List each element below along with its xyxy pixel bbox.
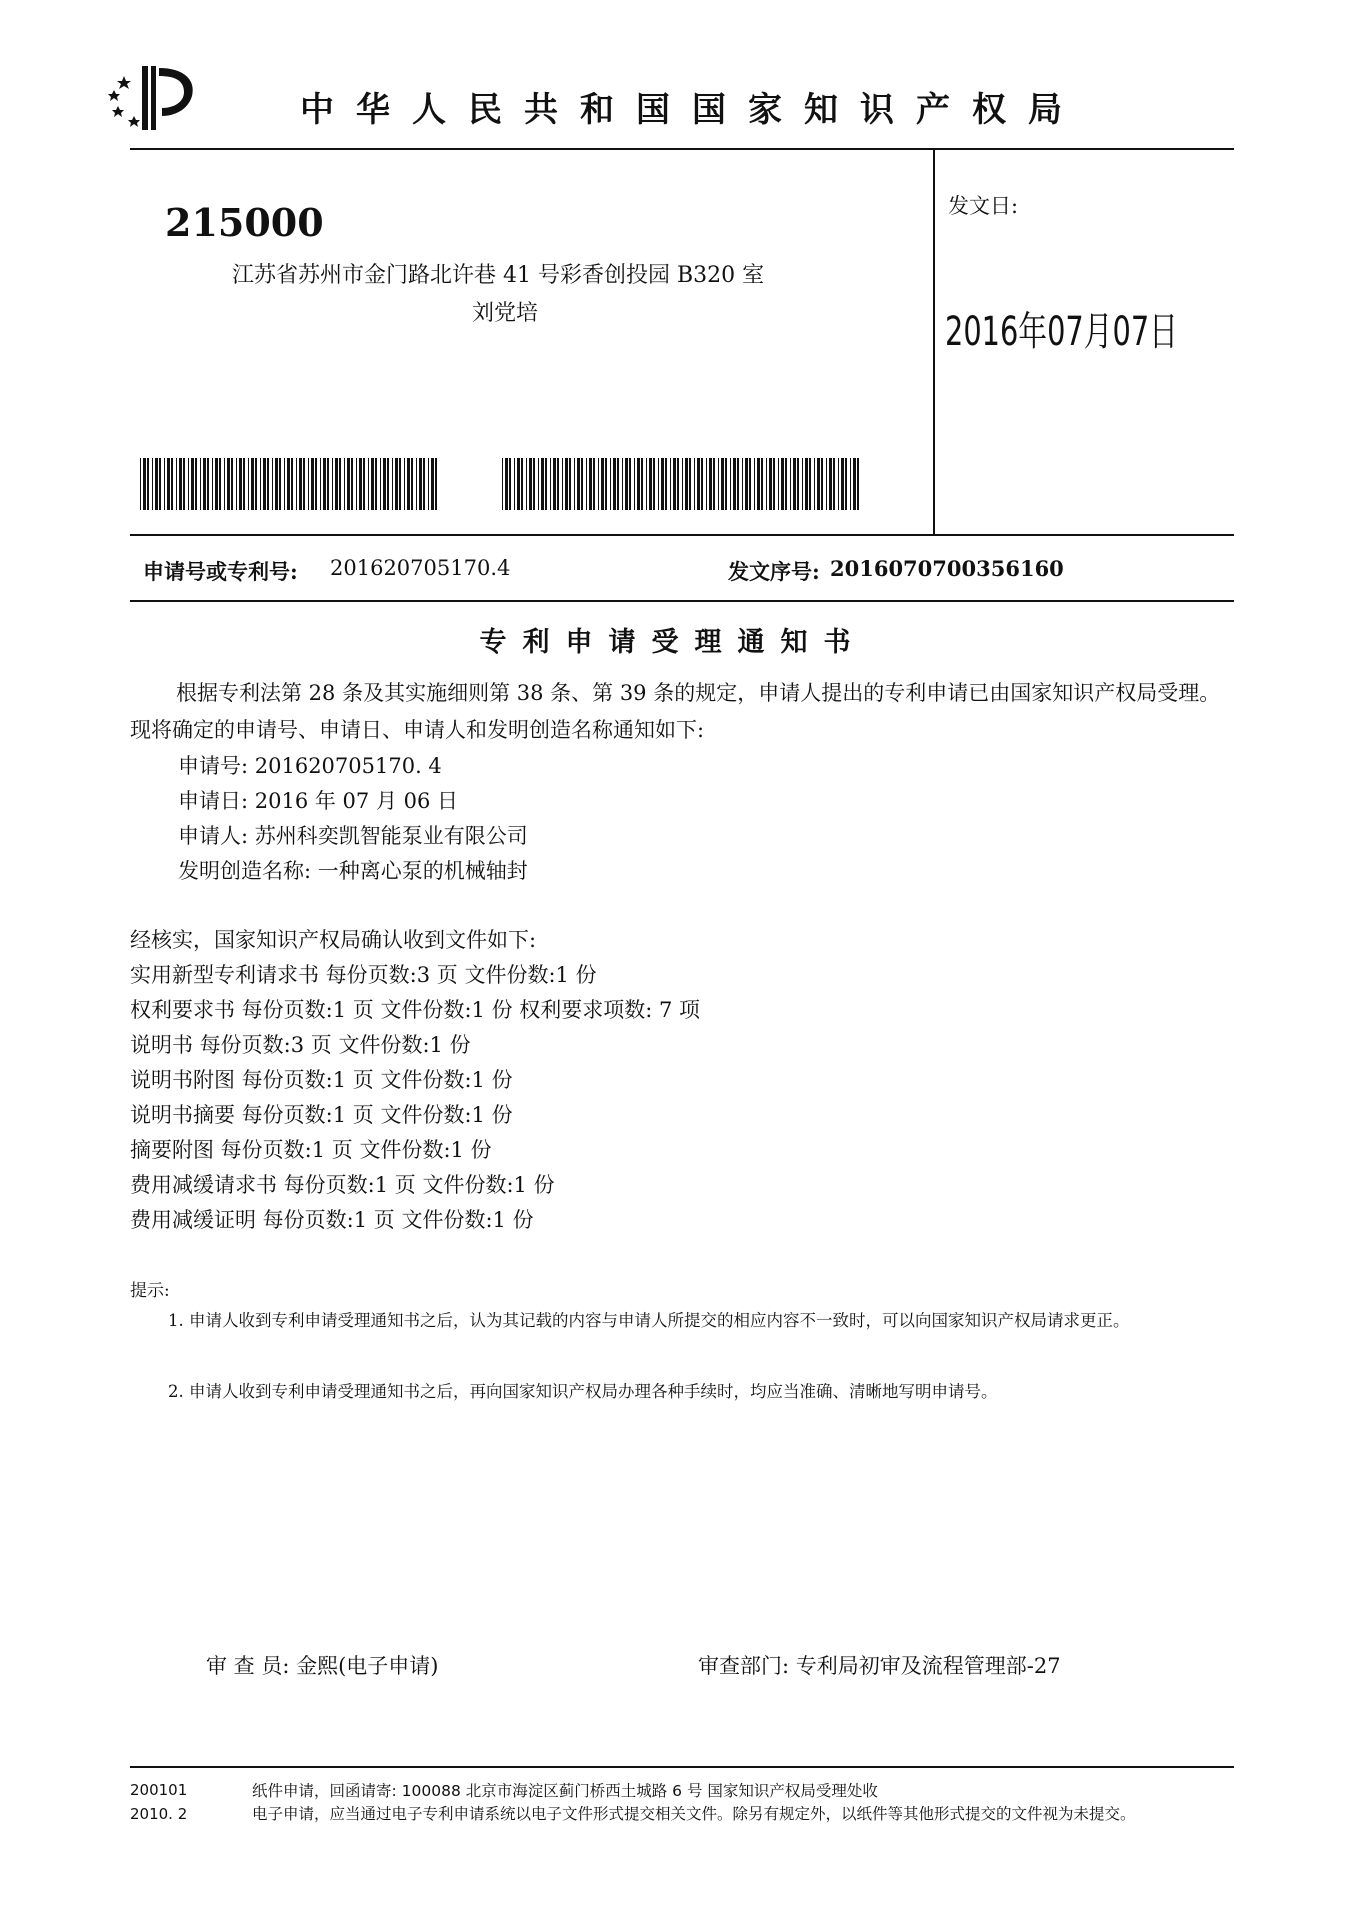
field-application-number: 申请号: 201620705170. 4 [178, 754, 442, 778]
received-file-item: 费用减缓请求书 每份页数:1 页 文件份数:1 份 [130, 1173, 555, 1197]
received-files-intro: 经核实，国家知识产权局确认收到文件如下: [130, 928, 537, 952]
form-version: 2010. 2 [130, 1805, 188, 1823]
issue-date-label: 发文日: [948, 194, 1019, 218]
received-file-item: 权利要求书 每份页数:1 页 文件份数:1 份 权利要求项数: 7 项 [130, 998, 701, 1022]
mail-block-rule [130, 534, 1234, 536]
office-name: 中华人民共和国国家知识产权局 [300, 90, 1084, 130]
document-title: 专利申请受理通知书 [479, 627, 867, 658]
recipient-name: 刘党培 [472, 301, 539, 326]
intro-paragraph: 根据专利法第 28 条及其实施细则第 38 条、第 39 条的规定，申请人提出的专利申请已由国家知识产权局受理。现将确定的申请号、申请日、申请人和发明创造名称通知如下: [130, 681, 1221, 742]
examiner-line: 审 查 员: 金熙(电子申请) [206, 1654, 439, 1678]
received-file-item: 说明书摘要 每份页数:1 页 文件份数:1 份 [130, 1103, 513, 1127]
note-item: 1. 申请人收到专利申请受理通知书之后，认为其记载的内容与申请人所提交的相应内容不一致时，可以向国家知识产权局请求更正。 [168, 1311, 1130, 1330]
serial-number-label: 发文序号: [728, 559, 820, 584]
date-box-divider [933, 148, 935, 534]
cnipa-emblem-icon [104, 60, 200, 134]
application-number-value: 201620705170.4 [330, 556, 511, 580]
serial-number-value: 2016070700356160 [830, 556, 1064, 581]
footer-rule [130, 1766, 1234, 1768]
header-rule [130, 148, 1234, 150]
mailing-address: 江苏省苏州市金门路北许巷 41 号彩香创投园 B320 室 [232, 263, 765, 288]
notes-label: 提示: [130, 1281, 170, 1301]
field-application-date: 申请日: 2016 年 07 月 06 日 [178, 789, 459, 813]
postcode: 215000 [165, 200, 324, 245]
received-file-item: 说明书 每份页数:3 页 文件份数:1 份 [130, 1033, 471, 1057]
field-invention-title: 发明创造名称: 一种离心泵的机械轴封 [178, 859, 528, 883]
application-number-label: 申请号或专利号: [143, 559, 298, 584]
department-line: 审查部门: 专利局初审及流程管理部-27 [698, 1654, 1061, 1678]
form-code: 200101 [130, 1781, 188, 1799]
reference-rule [130, 600, 1234, 602]
note-item: 2. 申请人收到专利申请受理通知书之后，再向国家知识产权局办理各种手续时，均应当准确、清晰地写明申请号。 [168, 1382, 998, 1401]
electronic-filing-notice: 电子申请，应当通过电子专利申请系统以电子文件形式提交相关文件。除另有规定外，以纸件等其他形式提交的文件视为未提交。 [252, 1805, 1136, 1823]
received-file-item: 说明书附图 每份页数:1 页 文件份数:1 份 [130, 1068, 513, 1092]
barcode-serial [502, 458, 860, 510]
received-file-item: 摘要附图 每份页数:1 页 文件份数:1 份 [130, 1138, 492, 1162]
received-file-item: 实用新型专利请求书 每份页数:3 页 文件份数:1 份 [130, 963, 597, 987]
issue-date-value: 2016年07月07日 [945, 309, 1178, 355]
field-applicant: 申请人: 苏州科奕凯智能泵业有限公司 [178, 824, 528, 848]
paper-filing-notice: 纸件申请，回函请寄: 100088 北京市海淀区蓟门桥西土城路 6 号 国家知识产权局受理处收 [252, 1782, 878, 1800]
received-file-item: 费用减缓证明 每份页数:1 页 文件份数:1 份 [130, 1208, 534, 1232]
barcode-application [140, 458, 440, 510]
